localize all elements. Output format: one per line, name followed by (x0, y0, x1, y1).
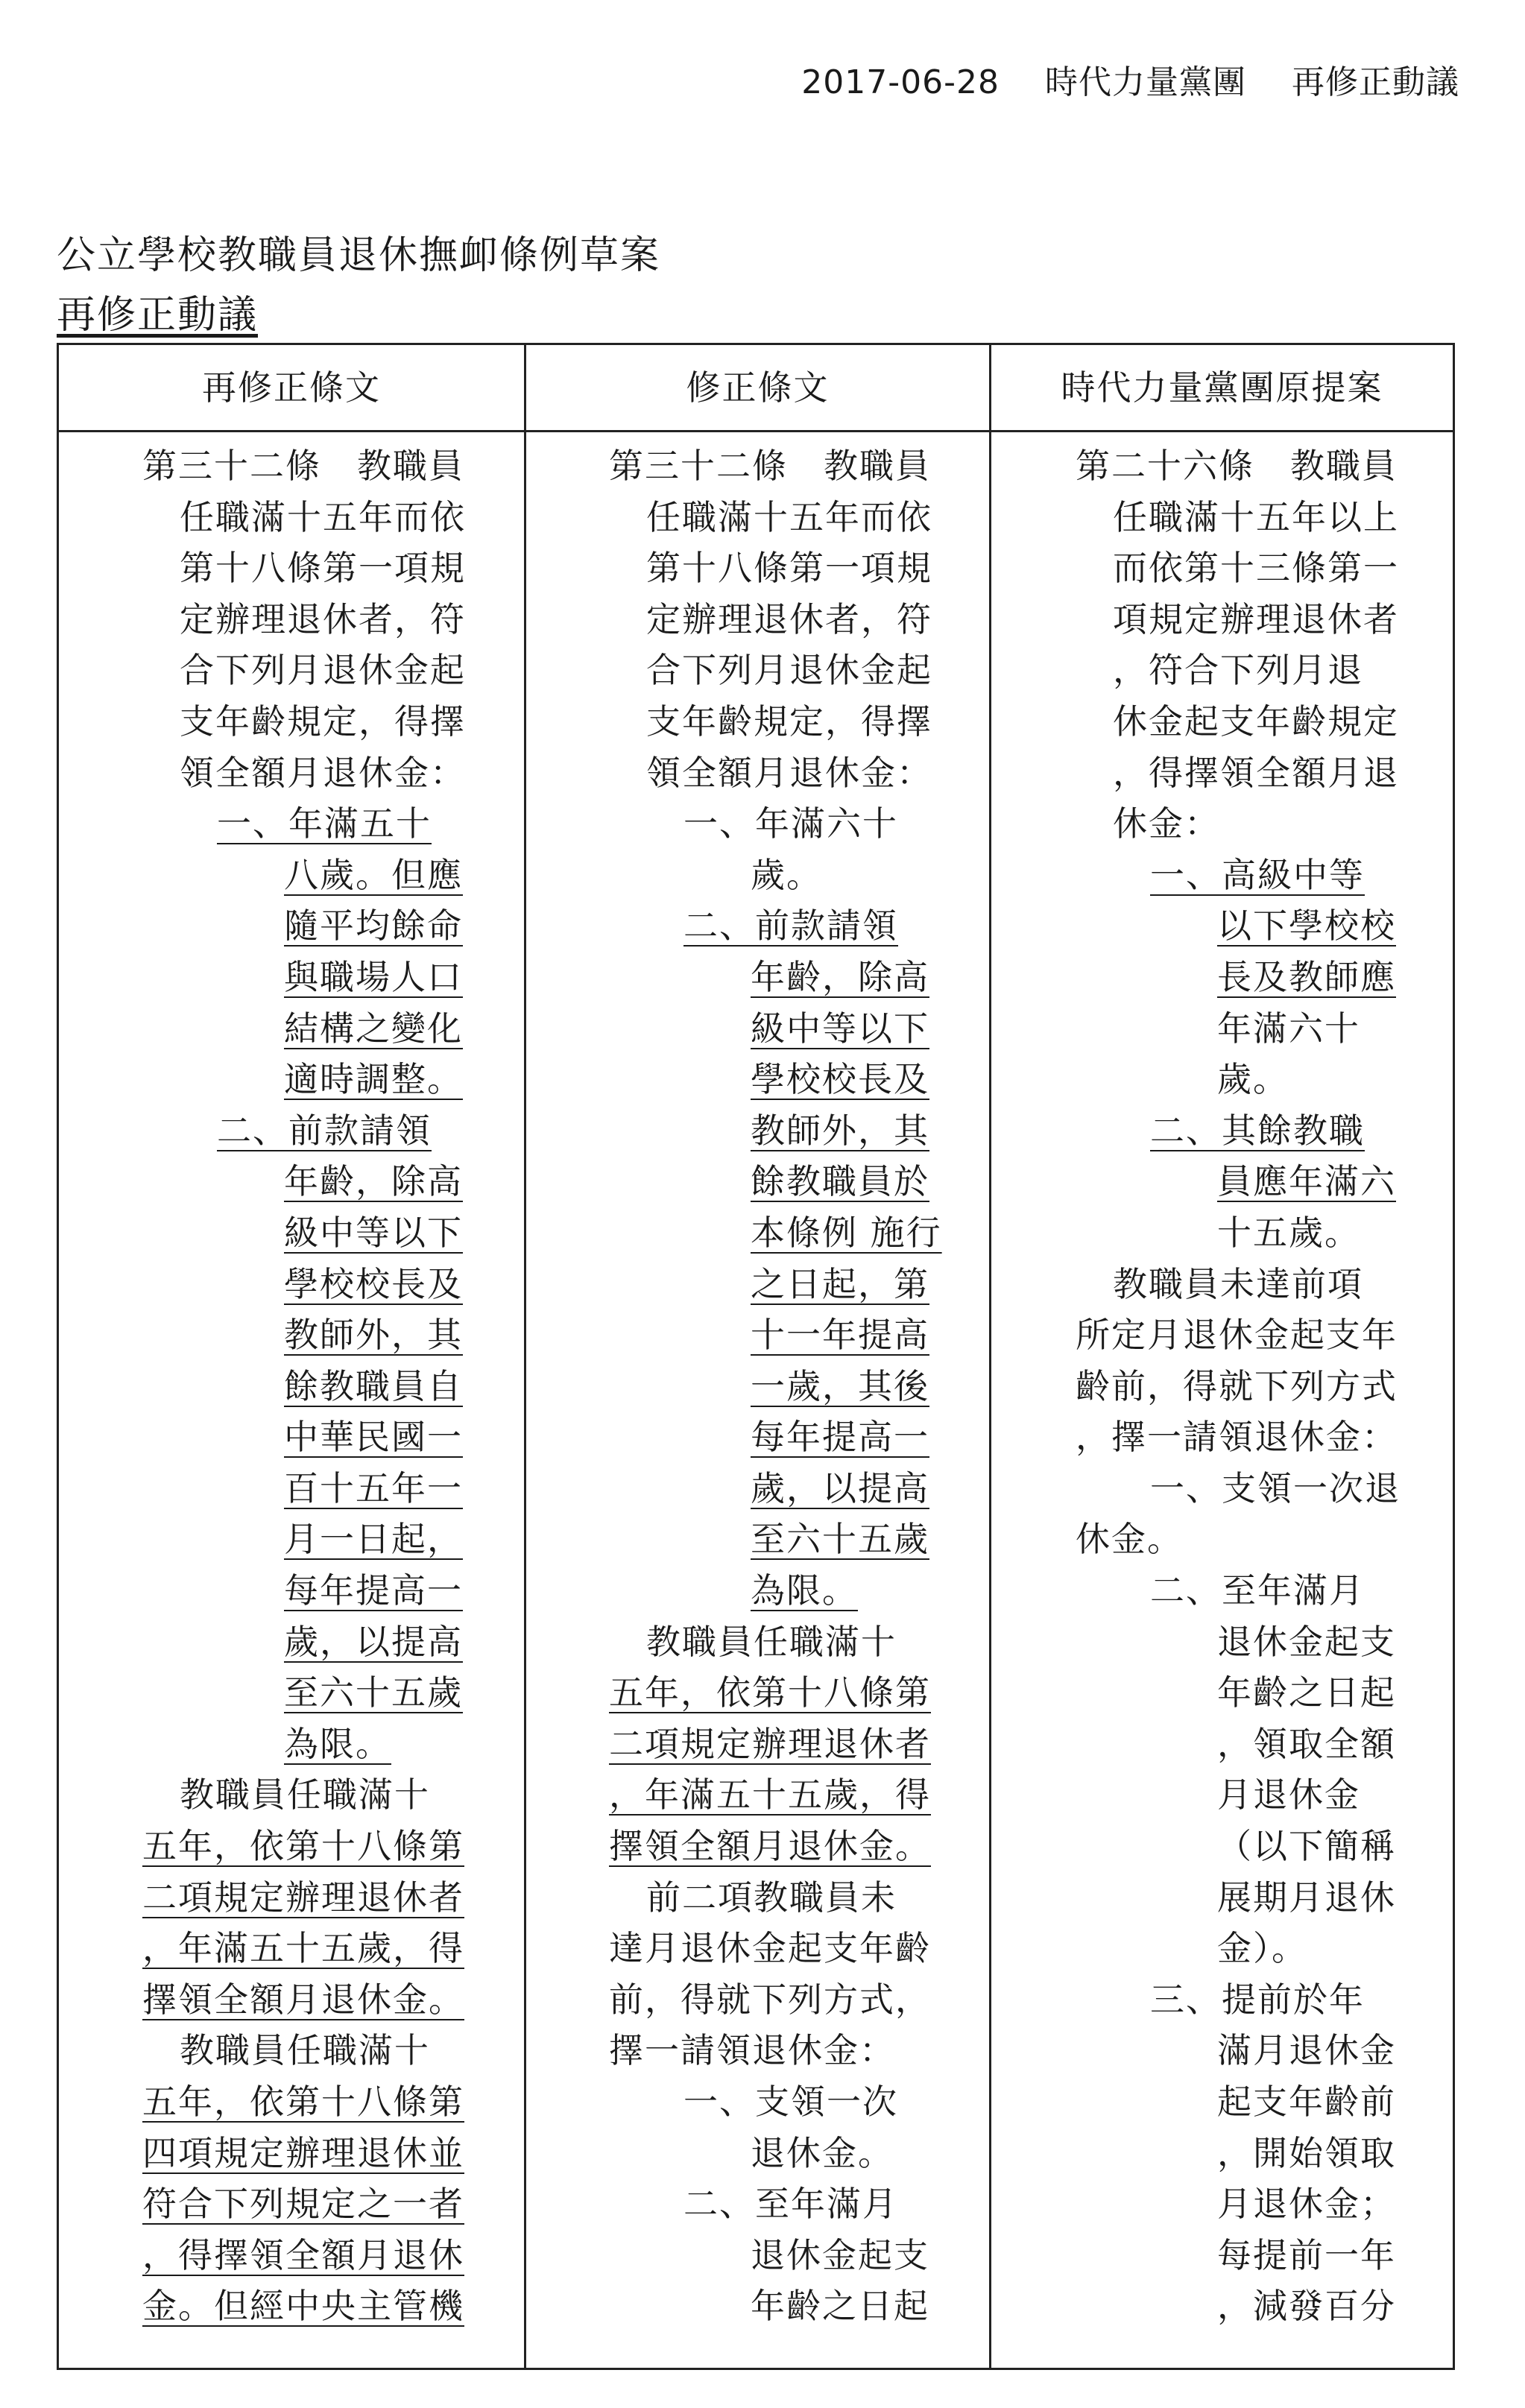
text-line: 餘教職員於 (751, 1161, 929, 1202)
text-line: 月退休金； (1217, 2184, 1396, 2225)
text-line: 至六十五歲 (284, 1672, 463, 1713)
text-line: 隨平均餘命 (284, 906, 463, 947)
text-line: 支年齡規定，得擇 (180, 701, 466, 742)
text-line: 為限。 (284, 1723, 391, 1764)
header-date: 2017-06-28 (801, 63, 1000, 101)
header-divider (59, 430, 1453, 432)
text-line: 五年，依第十八條第 (609, 1672, 931, 1713)
text-line: 退休金起支 (751, 2234, 929, 2275)
table-header-original-proposal: 時代力量黨團原提案 (1061, 367, 1383, 408)
text-line: 任職滿十五年而依 (646, 496, 932, 537)
text-line: 二、其餘教職 (1150, 1110, 1365, 1151)
text-line: 項規定辦理退休者 (1113, 598, 1399, 639)
text-line: 第三十二條 教職員 (609, 446, 931, 486)
text-line: 而依第十三條第一 (1113, 548, 1399, 589)
text-line: 教師外，其 (751, 1110, 929, 1151)
text-line: 領全額月退休金： (180, 752, 466, 793)
text-line: ，減發百分 (1217, 2286, 1396, 2327)
text-line: 月一日起， (284, 1519, 463, 1560)
text-line: 歲。 (1217, 1059, 1289, 1100)
text-line: 每年提高一 (751, 1417, 929, 1458)
comparison-table (57, 343, 1455, 2370)
text-line: 合下列月退休金起 (646, 650, 932, 691)
text-line: 合下列月退休金起 (180, 650, 466, 691)
text-line: 八歲。但應 (284, 854, 463, 895)
text-line: 五年，依第十八條第 (142, 2082, 464, 2122)
text-line: 擇領全額月退休金。 (142, 1979, 464, 2020)
text-line: 滿月退休金 (1217, 2030, 1396, 2071)
text-line: 十五歲。 (1217, 1212, 1360, 1253)
text-line: ，符合下列月退 (1113, 650, 1363, 691)
text-line: 符合下列規定之一者 (142, 2184, 464, 2225)
text-line: 級中等以下 (751, 1008, 929, 1049)
column-divider (989, 345, 991, 2368)
text-line: ，年滿五十五歲，得 (609, 1775, 931, 1816)
text-line: 為限。 (751, 1570, 858, 1611)
text-line: 金）。 (1217, 1928, 1307, 1969)
document-subtitle: 再修正動議 (57, 293, 259, 338)
text-line: 學校校長及 (751, 1059, 929, 1100)
column-revised-text (609, 440, 959, 2332)
text-line: 學校校長及 (284, 1263, 463, 1304)
text-line: ，領取全額 (1217, 1723, 1396, 1764)
text-line: 任職滿十五年以上 (1113, 496, 1399, 537)
text-line: 退休金起支 (1217, 1621, 1396, 1662)
text-line: 至六十五歲 (751, 1519, 929, 1560)
text-line: 一、高級中等 (1150, 854, 1365, 895)
text-line: 級中等以下 (284, 1212, 463, 1253)
text-line: 四項規定辦理退休並 (142, 2132, 464, 2173)
column-divider (524, 345, 526, 2368)
text-line: 歲，以提高 (751, 1467, 929, 1508)
text-line: 金。但經中央主管機 (142, 2286, 464, 2327)
text-line: 一、年滿六十 (683, 803, 898, 844)
text-line: 教職員任職滿十 (180, 1775, 430, 1816)
text-line: 每提前一年 (1217, 2234, 1396, 2275)
text-line: 領全額月退休金： (646, 752, 932, 793)
text-line: 年滿六十 (1217, 1008, 1360, 1049)
table-header-revised-again: 再修正條文 (202, 367, 381, 408)
text-line: 二項規定辦理退休者 (142, 1877, 464, 1918)
text-line: 起支年齡前 (1217, 2082, 1396, 2122)
text-line: 所定月退休金起支年 (1076, 1315, 1398, 1356)
text-line: ，得擇領全額月退 (1113, 752, 1399, 793)
header-type: 再修正動議 (1292, 63, 1459, 101)
text-line: 展期月退休 (1217, 1877, 1396, 1918)
text-line: 二、至年滿月 (683, 2184, 898, 2225)
text-line: 適時調整。 (284, 1059, 463, 1100)
text-line: 結構之變化 (284, 1008, 463, 1049)
text-line: 一、年滿五十 (217, 803, 432, 844)
text-line: 休金起支年齡規定 (1113, 701, 1399, 742)
header-party: 時代力量黨團 (1045, 63, 1246, 101)
text-line: ，得擇領全額月退休 (142, 2234, 464, 2275)
text-line: 一、支領一次退 (1150, 1467, 1401, 1508)
text-line: 休金： (1113, 803, 1220, 844)
text-line: 月退休金 (1217, 1775, 1360, 1816)
text-line: 每年提高一 (284, 1570, 463, 1611)
document-title: 公立學校教職員退休撫卹條例草案 (57, 233, 661, 278)
text-line: 長及教師應 (1217, 956, 1396, 997)
text-line: 二、至年滿月 (1150, 1570, 1365, 1611)
text-line: 任職滿十五年而依 (180, 496, 466, 537)
text-line: 支年齡規定，得擇 (646, 701, 932, 742)
text-line: 年齡，除高 (284, 1161, 463, 1202)
text-line: 之日起，第 (751, 1263, 929, 1304)
text-line: 二項規定辦理退休者 (609, 1723, 931, 1764)
text-line: ，開始領取 (1217, 2132, 1396, 2173)
table-header-revised: 修正條文 (686, 367, 830, 408)
text-line: 教職員未達前項 (1113, 1263, 1363, 1304)
text-line: 達月退休金起支年齡 (609, 1928, 931, 1969)
text-line: 前二項教職員未 (646, 1877, 897, 1918)
text-line: 教職員任職滿十 (180, 2030, 430, 2071)
text-line: 五年，依第十八條第 (142, 1826, 464, 1867)
text-line: 三、提前於年 (1150, 1979, 1365, 2020)
text-line: 歲，以提高 (284, 1621, 463, 1662)
text-line: 第二十六條 教職員 (1076, 446, 1398, 486)
text-line: 餘教職員自 (284, 1365, 463, 1406)
text-line: 年齡之日起 (751, 2286, 929, 2327)
text-line: 中華民國一 (284, 1417, 463, 1458)
column-revised-again-text (142, 440, 493, 2332)
text-line: 百十五年一 (284, 1467, 463, 1508)
text-line: 二、前款請領 (217, 1110, 432, 1151)
text-line: 一歲，其後 (751, 1365, 929, 1406)
text-line: 擇領全額月退休金。 (609, 1826, 931, 1867)
document-header (801, 55, 1459, 103)
column-original-text (1076, 440, 1426, 2332)
text-line: 第十八條第一項規 (646, 548, 932, 589)
text-line: 擇一請領退休金： (609, 2030, 895, 2071)
text-line: 與職場人口 (284, 956, 463, 997)
text-line: 歲。 (751, 854, 822, 895)
text-line: 定辦理退休者，符 (180, 598, 466, 639)
text-line: 一、支領一次 (683, 2082, 898, 2122)
text-line: 第三十二條 教職員 (142, 446, 464, 486)
text-line: 本條例 施行 (751, 1212, 942, 1253)
text-line: 第十八條第一項規 (180, 548, 466, 589)
text-line: ，年滿五十五歲，得 (142, 1928, 464, 1969)
text-line: 年齡，除高 (751, 956, 929, 997)
text-line: 十一年提高 (751, 1315, 929, 1356)
text-line: 以下學校校 (1217, 906, 1396, 947)
text-line: 齡前，得就下列方式 (1076, 1365, 1398, 1406)
text-line: 教職員任職滿十 (646, 1621, 897, 1662)
text-line: 年齡之日起 (1217, 1672, 1396, 1713)
text-line: （以下簡稱 (1217, 1826, 1396, 1867)
text-line: 二、前款請領 (683, 906, 898, 947)
text-line: 教師外，其 (284, 1315, 463, 1356)
text-line: 定辦理退休者，符 (646, 598, 932, 639)
text-line: 退休金。 (751, 2132, 894, 2173)
text-line: ，擇一請領退休金： (1076, 1417, 1398, 1458)
text-line: 員應年滿六 (1217, 1161, 1396, 1202)
text-line: 前，得就下列方式， (609, 1979, 931, 2020)
text-line: 休金。 (1076, 1519, 1183, 1560)
